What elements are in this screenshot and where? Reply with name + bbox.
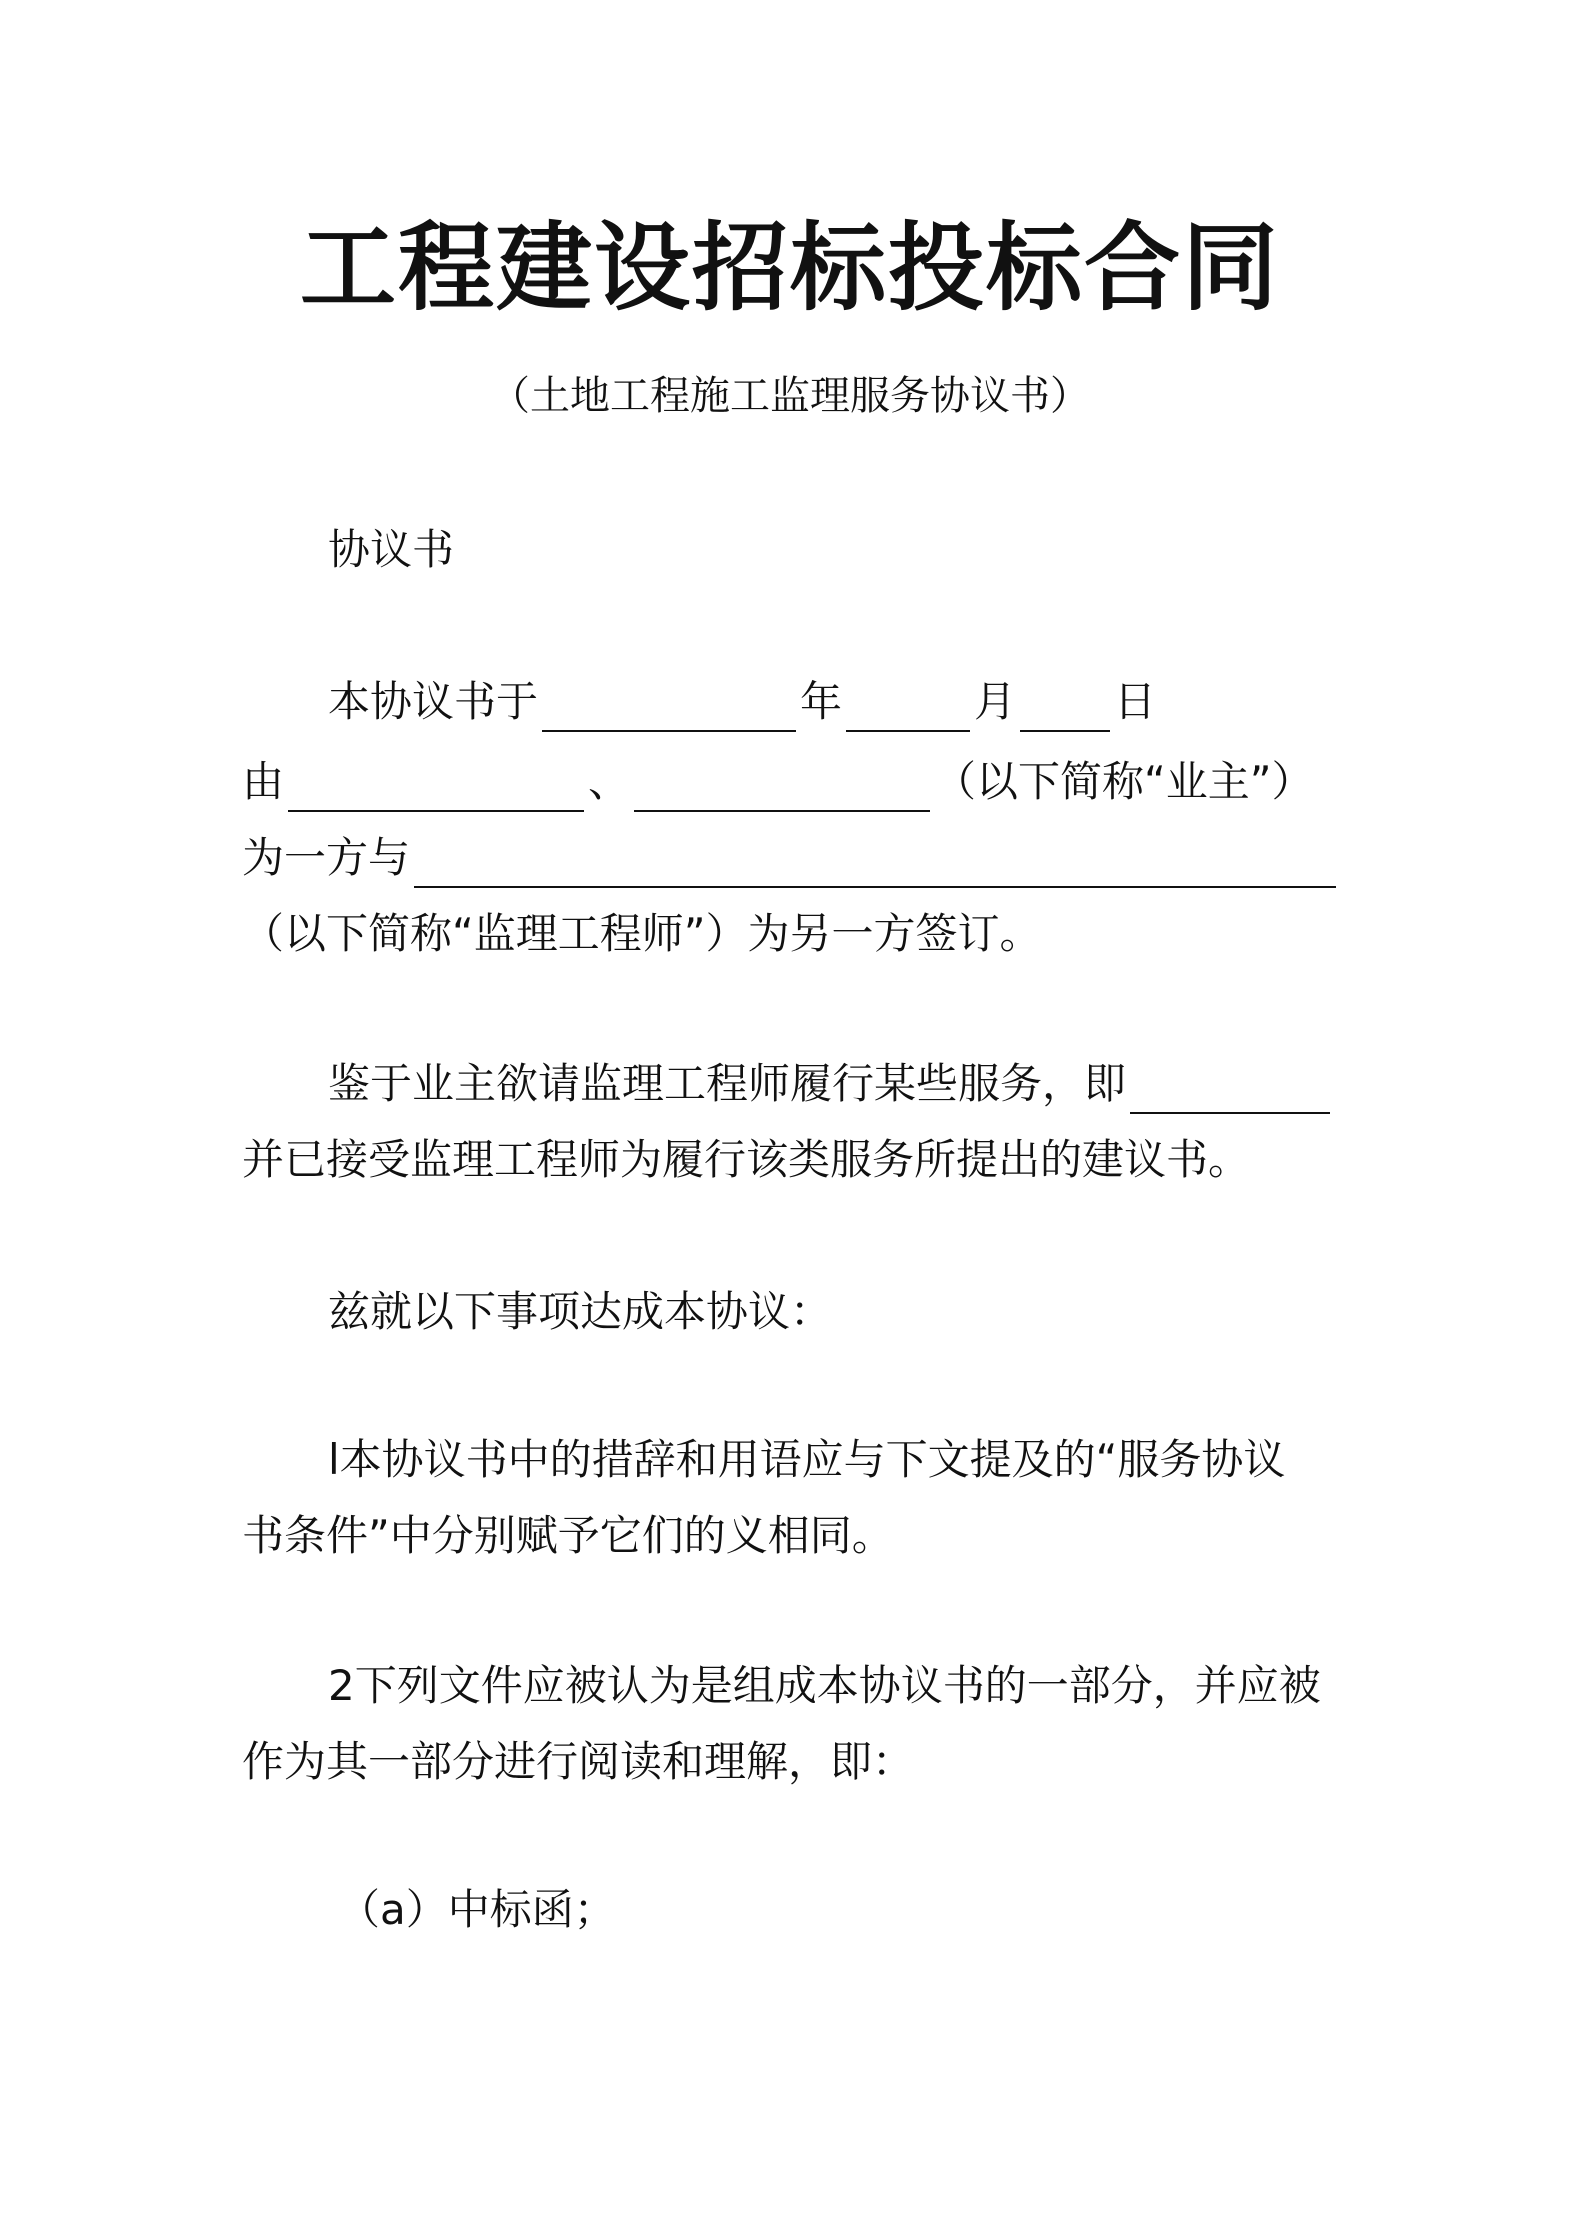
year-blank[interactable] xyxy=(542,680,796,732)
clause-1-line-2: 书条件”中分别赋予它们的义相同。 xyxy=(242,1511,894,1560)
whereas-line xyxy=(328,1054,1334,1114)
section-heading: 协议书 xyxy=(328,525,455,574)
list-item-a: （a）中标函； xyxy=(338,1885,616,1934)
clause-1-line-1: l本协议书中的措辞和用语应与下文提及的“服务协议 xyxy=(328,1435,1286,1484)
with-label: 为一方与 xyxy=(242,833,411,882)
document-subtitle: （土地工程施工监理服务协议书） xyxy=(490,373,1090,419)
clause-2-line-2: 作为其一部分进行阅读和理解，即： xyxy=(242,1737,915,1786)
engineer-abbreviation: （以下简称“监理工程师”）为另一方签订。 xyxy=(242,909,1042,958)
whereas-text: 鉴于业主欲请监理工程师履行某些服务，即 xyxy=(328,1059,1127,1108)
month-blank[interactable] xyxy=(846,680,970,732)
date-prefix: 本协议书于 xyxy=(328,677,539,726)
engineer-name-blank[interactable] xyxy=(414,836,1336,888)
agreement-intro: 兹就以下事项达成本协议： xyxy=(328,1287,833,1336)
services-blank[interactable] xyxy=(1130,1062,1330,1114)
year-label: 年 xyxy=(800,677,843,726)
owner-name-blank-1[interactable] xyxy=(288,760,584,812)
document-title: 工程建设招标投标合同 xyxy=(300,212,1280,324)
month-label: 月 xyxy=(974,677,1017,726)
owner-line xyxy=(242,752,1314,812)
separator: 、 xyxy=(588,757,631,806)
engineer-line xyxy=(242,828,1340,888)
whereas-line-2: 并已接受监理工程师为履行该类服务所提出的建议书。 xyxy=(242,1135,1251,1184)
day-label: 日 xyxy=(1114,677,1157,726)
clause-2-line-1: 2下列文件应被认为是组成本协议书的一部分，并应被 xyxy=(328,1661,1321,1710)
agreement-date-line xyxy=(328,672,1156,732)
owner-abbreviation: （以下简称“业主”） xyxy=(934,757,1314,806)
day-blank[interactable] xyxy=(1020,680,1110,732)
by-label: 由 xyxy=(242,757,285,806)
owner-name-blank-2[interactable] xyxy=(634,760,930,812)
